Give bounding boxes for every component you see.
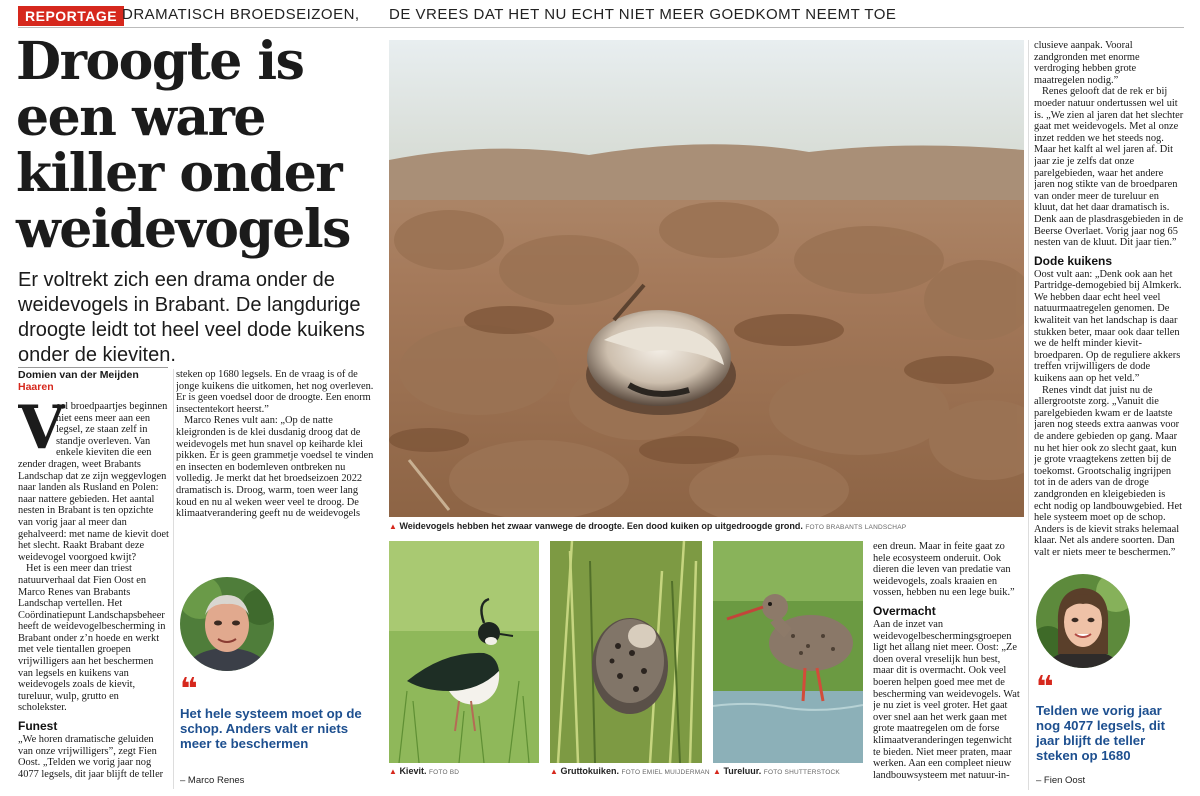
- article-column-1: [18, 401, 170, 791]
- pull-quote-renes: Het hele systeem moet op de schop. Anders valt er niets meer te beschermen: [180, 706, 362, 751]
- drop-cap: V: [18, 401, 65, 463]
- triangle-up-icon: ▲: [713, 767, 721, 776]
- headline-line3: killer onder: [16, 143, 342, 204]
- paragraph: Marco Renes vult aan: „Op de natte kleigronden is de klei dusdanig droog dat de weidevogels met hun snavel op keiharde klei pikken. Er is geen grammetje voedsel te vinden en insecten en bodemleven ontbreken nu volledig. Je merkt dat het broedseizoen 2022 dramatisch is. Droog, warm, toen weer lang koud en nu al weken weer veel te droog. De klimaatverandering geeft nu de weidevogels: [176, 415, 374, 520]
- caption-kievit-text: Kievit.: [399, 766, 427, 776]
- subtitle-part2: DE VREES DAT HET NU ECHT NIET MEER GOEDKOMT NEEMT TOE: [389, 6, 897, 23]
- headline-line4: weidevogels: [16, 199, 350, 260]
- paragraph: clusieve aanpak. Vooral zandgronden met enorme verdroging hebben grote maatregelen nodig.”: [1034, 40, 1140, 86]
- paragraph: Het is een meer dan triest natuurverhaal dat Fien Oost en Marco Renes van Brabants Landschap vertellen. Het Coördinatiepunt Landschapsbeheer heeft de weidevogelbescherming in Brabant onder z’n hoede en werkt met vele tientallen groepen vrijwilligers aan het beschermen van legsels en kuikens van weidevogels zoals de kievit, tureluur, wulp, grutto en scholekster.: [18, 563, 166, 714]
- byline-rule: [18, 367, 168, 368]
- headline-line1: Droogte is: [16, 31, 304, 92]
- header-rule: [18, 27, 1184, 28]
- caption-tureluur-text: Tureluur.: [723, 766, 762, 776]
- portrait-fien-oost: [1036, 574, 1130, 668]
- triangle-up-icon: ▲: [389, 522, 397, 531]
- quote-author-oost: – Fien Oost: [1036, 775, 1086, 786]
- caption-grutto: [550, 766, 710, 776]
- photo-dead-chick: [389, 40, 1024, 517]
- subtitle-part1: DRAMATISCH BROEDSEIZOEN,: [122, 6, 360, 23]
- triangle-up-icon: ▲: [550, 767, 558, 776]
- triangle-up-icon: ▲: [389, 767, 397, 776]
- paragraph: Oost vult aan: „Denk ook aan het Partridge-demogebied bij Almkerk. We hebben daar echt heel veel natuurmaatregelen genomen. De kwaliteit van het landschap is daar stukken beter, maar ook daar tellen we de helft minder kievit-broedparen. Op de reguliere akkers treffen vrijwilligers de dode kuikens aan op het veld.”: [1034, 268, 1182, 385]
- portrait-marco-renes: [180, 577, 274, 671]
- pull-quote-oost: Telden we vorig jaar nog 4077 legsels, dit jaar blijft de teller steken op 1680: [1036, 703, 1165, 763]
- article-column-4: [1034, 40, 1184, 566]
- intro-paragraph: Er voltrekt zich een drama onder de weidevogels in Brabant. De langdurige droogte leidt tot heel veel dode kuikens onder de kieviten.: [18, 269, 365, 366]
- caption-grutto-text: Gruttokuiken.: [560, 766, 619, 776]
- photo-gruttokuiken: [550, 541, 702, 763]
- subhead-dode-kuikens: Dode kuikens: [1034, 253, 1113, 268]
- quote-mark-icon: ❝: [180, 673, 198, 706]
- caption-main: [389, 521, 906, 531]
- photo-kievit: [389, 541, 539, 763]
- caption-grutto-credit: FOTO EMIEL MUIJDERMAN: [621, 769, 710, 776]
- headline-line2: een ware: [16, 87, 266, 148]
- quote-mark-icon: ❝: [1036, 671, 1054, 704]
- caption-tureluur: [713, 766, 840, 776]
- subhead-funest: Funest: [18, 719, 58, 734]
- paragraph: Aan de inzet van weidevogelbeschermingsgroepen ligt het allang niet meer. Oost: „Ze doen overal vreselijk hun best, maar dit is overmacht. Ook veel boeren helpen goed mee met de bescherming van weidevogels. Wat je nu ziet is veel groter. Het gaat over snel aan het werk gaan met grote maatregelen om de forse klimaatveranderingen tegenwicht te bieden. Niet meer praten, maar werken. Aan een compleet nieuw landbouwsysteem met natuur-in-: [873, 618, 1020, 781]
- byline-place: Haaren: [18, 381, 54, 393]
- article-column-2: [176, 369, 376, 581]
- article-column-mid: [873, 541, 1021, 791]
- column-divider: [173, 369, 174, 789]
- photo-tureluur: [713, 541, 863, 763]
- subhead-overmacht: Overmacht: [873, 603, 936, 618]
- caption-main-text: Weidevogels hebben het zwaar vanwege de droogte. Een dood kuiken op uitgedroogde grond.: [399, 521, 803, 531]
- section-label: REPORTAGE: [18, 6, 124, 26]
- paragraph: een dreun. Maar in feite gaat zo hele ecosysteem onderuit. Ook dieren die leven van predatie van weidevogels, zoals kraaien en vossen, hebben nu een lege buik.”: [873, 541, 1015, 599]
- caption-main-credit: FOTO BRABANTS LANDSCHAP: [805, 524, 907, 531]
- paragraph: eel broedpaartjes beginnen niet eens meer aan een legsel, ze staan zelf in standje overleven. Van enkele kieviten die een zender dragen, weet Brabants Landschap dat ze zijn weggevlogen naar landen als Rusland en Polen: naar nattere gebieden. Het aantal nesten in Brabant is ten opzichte van vorig jaar al meer dan gehalveerd: met name de kievit doet het slecht. Raakt Brabant deze weidevogel voorgoed kwijt?: [18, 401, 169, 563]
- headline: [16, 31, 376, 260]
- paragraph: Renes gelooft dat de rek er bij moeder natuur ondertussen wel uit is. „We zien al jaren dat het slechter gaat met weidevogels. Met al onze inzet redden we het steeds nog. Maar het kalft al wel jaren af. Dit jaar zie je zelfs dat onze parelgebieden, waar het andere jaren nog stikte van de broedparen van onder meer de tureluur en kluut, dat het daar dramatisch is. Denk aan de plasdrasgebieden in de Beerse Overlaet. Vorig jaar nog 65 nesten van de kluut. Dit jaar tien.”: [1034, 86, 1184, 249]
- paragraph: steken op 1680 legsels. En de vraag is of de jonge kuikens die uitkomen, het nog overleven. Er is geen voedsel door de droogte. Een enorm insectentekort heerst.”: [176, 369, 374, 415]
- paragraph: „We horen dramatische geluiden van onze vrijwilligers”, zegt Fien Oost. „Telden we vorig jaar nog 4077 legsels, dit jaar blijft de teller: [18, 734, 164, 780]
- byline-author: Domien van der Meijden: [18, 369, 139, 381]
- caption-kievit-credit: FOTO BD: [428, 769, 460, 776]
- column-divider: [1028, 40, 1029, 790]
- paragraph: Renes vindt dat juist nu de allergrootste zorg. „Vanuit die parelgebieden kwam er de laatste jaren nog steeds extra aanwas voor de andere gebieden op gang. Maar nu het hier ook zo slecht gaat, kun je grote vraagtekens zetten bij de toekomst. Grootschalig ingrijpen tot in de aders van de droge zandgronden en kleigebieden is echt nodig op landbouwgebied. Het hele systeem moet op de schop. Anders is de kievit straks helemaal klaar. Net als andere soorten. Dan valt er niets meer te beschermen.”: [1034, 384, 1183, 558]
- caption-kievit: [389, 766, 459, 776]
- caption-tureluur-credit: FOTO SHUTTERSTOCK: [763, 769, 840, 776]
- quote-author-renes: – Marco Renes: [180, 775, 245, 786]
